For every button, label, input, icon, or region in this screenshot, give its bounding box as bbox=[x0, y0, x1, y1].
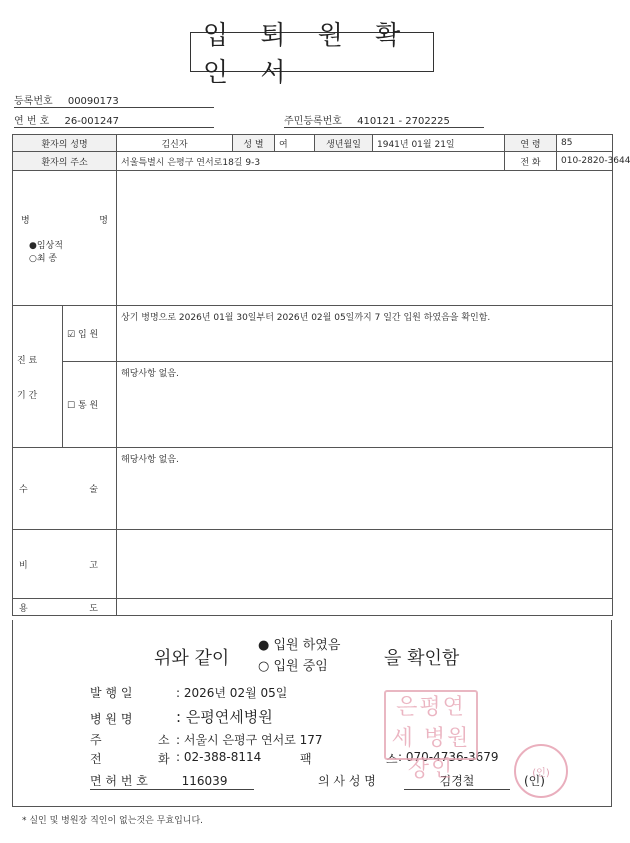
diagnosis-label-cell bbox=[13, 171, 117, 306]
outpatient-text: 해당사항 없음. bbox=[117, 362, 613, 448]
purpose-label-b: 도 bbox=[89, 603, 98, 614]
phone-label: 전 화 bbox=[505, 152, 557, 171]
age-label: 연 령 bbox=[505, 135, 557, 152]
outpatient-checkbox[interactable]: ☐ bbox=[67, 401, 76, 411]
birthdate-label: 생년월일 bbox=[315, 135, 373, 152]
license-value: 116039 bbox=[181, 774, 228, 788]
purpose-row bbox=[13, 599, 613, 616]
period-label-cell bbox=[13, 306, 63, 448]
phone-value: 010-2820-3644 bbox=[557, 152, 613, 171]
phone-label-b: 화 bbox=[158, 752, 170, 766]
hospital-name-label: 병 원 명 bbox=[90, 712, 133, 726]
serial-number-value: 26-001247 bbox=[64, 116, 120, 127]
surgery-label-a: 수 bbox=[19, 485, 28, 495]
purpose-label-a: 용 bbox=[19, 603, 28, 614]
issue-date-label: 발 행 일 bbox=[90, 686, 133, 700]
diagnosis-label-a: 병 bbox=[21, 215, 30, 226]
license-field bbox=[90, 772, 254, 790]
remarks-row bbox=[13, 530, 613, 599]
doctor-name-label: 의 사 성 명 bbox=[318, 774, 376, 788]
admission-form-table bbox=[12, 134, 630, 616]
confirm-lead: 위와 같이 bbox=[154, 648, 230, 669]
remarks-label-cell bbox=[13, 530, 117, 599]
doctor-name-value: 김경철 bbox=[404, 772, 510, 790]
fax-label-a: 팩 bbox=[300, 752, 312, 766]
period-label-b: 기 간 bbox=[17, 390, 38, 401]
period-label-a: 진 료 bbox=[17, 355, 38, 366]
patient-address-value: 서울특별시 은평구 연서로18길 9-3 bbox=[117, 152, 505, 171]
confirm-option-in-hospital: ○ 입원 중임 bbox=[258, 659, 328, 674]
confirm-option-admitted: ● 입원 하였음 bbox=[258, 638, 341, 653]
validity-footnote: * 실인 및 병원장 직인이 없는것은 무효입니다. bbox=[22, 816, 204, 826]
fax-value: : 070-4736-3679 bbox=[398, 750, 499, 764]
registration-number-field bbox=[14, 92, 214, 108]
phone-value-issuer: : 02-388-8114 bbox=[176, 750, 262, 764]
doctor-seal-mark: (인) bbox=[524, 774, 545, 788]
remarks-label-a: 비 bbox=[19, 560, 28, 571]
serial-number-field bbox=[14, 112, 214, 128]
inpatient-row bbox=[13, 306, 613, 362]
birthdate-value: 1941년 01월 21일 bbox=[373, 135, 505, 152]
address-label-a: 주 bbox=[90, 733, 102, 747]
age-value: 85 bbox=[557, 135, 613, 152]
patient-address-row bbox=[13, 152, 613, 171]
address-label-b: 소 bbox=[158, 733, 170, 747]
diagnosis-option-clinical: ●임상적 bbox=[29, 240, 63, 251]
hospital-seal-stamp: 은평연세 병원장인 bbox=[384, 690, 478, 760]
surgery-label-cell bbox=[13, 448, 117, 530]
resident-number-value: 410121 - 2702225 bbox=[357, 116, 450, 127]
diagnosis-label-b: 명 bbox=[99, 215, 108, 226]
sex-label: 성 별 bbox=[233, 135, 275, 152]
address-value: : 서울시 은평구 연서로 177 bbox=[176, 733, 323, 747]
serial-number-label: 연 번 호 bbox=[14, 116, 50, 127]
hospital-name-value: : 은평연세병원 bbox=[176, 708, 273, 726]
document-title: 입 퇴 원 확 인 서 bbox=[203, 21, 413, 88]
remarks-content bbox=[117, 530, 613, 599]
outpatient-row bbox=[13, 362, 613, 448]
fax-label-b: 스 bbox=[386, 752, 398, 766]
purpose-content bbox=[117, 599, 613, 616]
inpatient-label-cell bbox=[63, 306, 117, 362]
doctor-seal-stamp: (인) bbox=[514, 744, 568, 798]
inpatient-label: 입 원 bbox=[77, 330, 99, 340]
patient-name-row bbox=[13, 135, 613, 152]
outpatient-label-cell bbox=[63, 362, 117, 448]
phone-label-a: 전 bbox=[90, 752, 102, 766]
resident-number-label: 주민등록번호 bbox=[284, 116, 342, 127]
surgery-row bbox=[13, 448, 613, 530]
patient-name-label: 환자의 성명 bbox=[13, 135, 117, 152]
remarks-label-b: 고 bbox=[89, 560, 98, 571]
document-title-box bbox=[190, 21, 434, 88]
patient-address-label: 환자의 주소 bbox=[13, 152, 117, 171]
sex-value: 여 bbox=[275, 135, 315, 152]
confirm-tail: 을 확인함 bbox=[384, 648, 460, 669]
diagnosis-content bbox=[117, 171, 613, 306]
patient-name-value: 김신자 bbox=[117, 135, 233, 152]
purpose-label-cell bbox=[13, 599, 117, 616]
outpatient-label: 통 원 bbox=[77, 401, 99, 411]
inpatient-checkbox[interactable]: ☑ bbox=[67, 330, 76, 340]
diagnosis-row bbox=[13, 171, 613, 306]
diagnosis-option-final: ○최 종 bbox=[29, 253, 58, 264]
registration-number-label: 등록번호 bbox=[14, 96, 53, 107]
license-label: 면 허 번 호 bbox=[90, 774, 148, 788]
issue-date-value: : 2026년 02월 05일 bbox=[176, 686, 288, 700]
resident-number-field bbox=[284, 112, 484, 128]
surgery-label-b: 술 bbox=[89, 485, 98, 495]
registration-number-value: 00090173 bbox=[67, 96, 119, 107]
surgery-text: 해당사항 없음. bbox=[117, 448, 613, 530]
inpatient-text: 상기 병명으로 2026년 01월 30일부터 2026년 02월 05일까지 7 일간 입원 하였음을 확인함. bbox=[117, 306, 613, 362]
